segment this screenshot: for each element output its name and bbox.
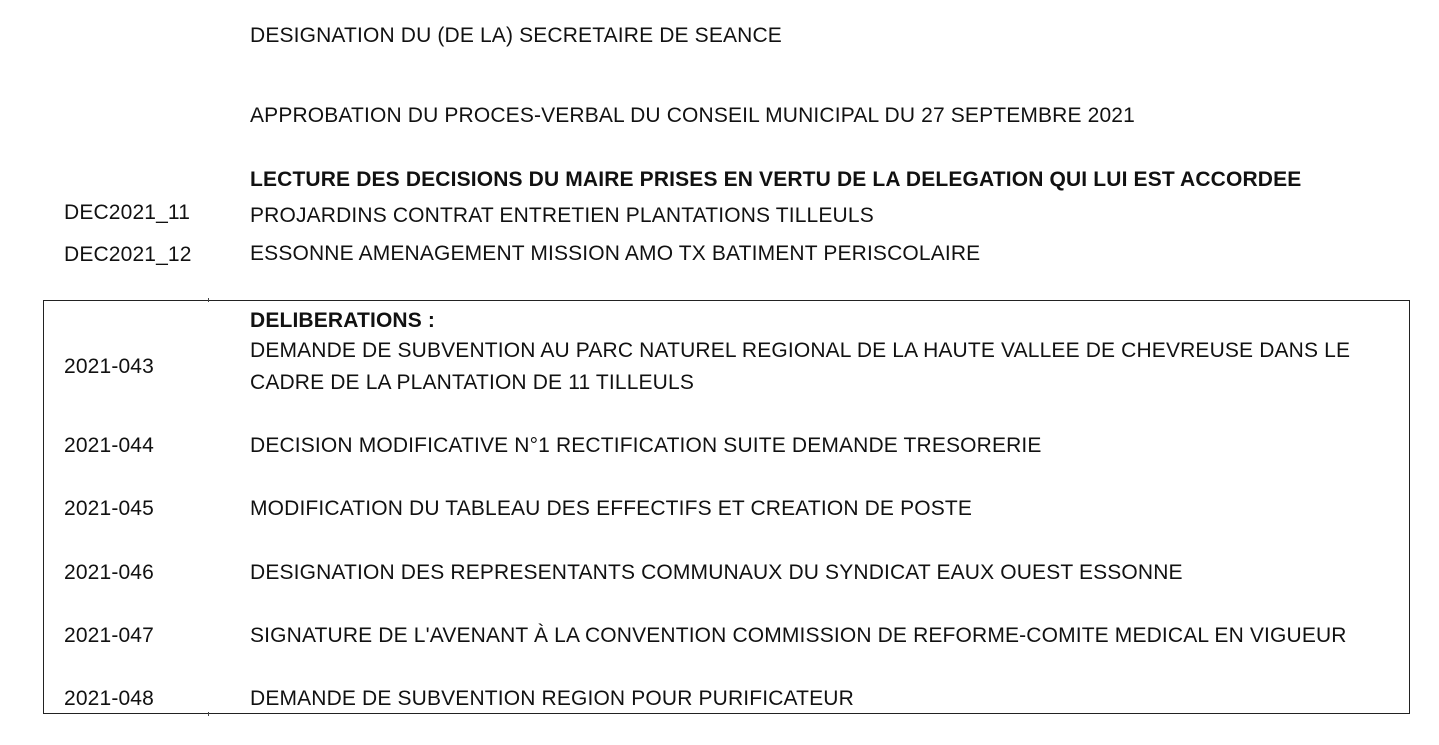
deliberation-code: 2021-043 (64, 355, 154, 378)
deliberation-code: 2021-045 (64, 497, 154, 520)
decision-text: PROJARDINS CONTRAT ENTRETIEN PLANTATIONS TILLEULS (250, 204, 874, 227)
deliberations-heading: DELIBERATIONS : (250, 309, 436, 332)
deliberation-code: 2021-048 (64, 687, 154, 710)
deliberation-code: 2021-046 (64, 561, 154, 584)
agenda-item-minutes-approval: APPROBATION DU PROCES-VERBAL DU CONSEIL MUNICIPAL DU 27 SEPTEMBRE 2021 (250, 104, 1135, 127)
deliberation-text-continued: CADRE DE LA PLANTATION DE 11 TILLEULS (250, 371, 694, 394)
deliberation-text: DEMANDE DE SUBVENTION REGION POUR PURIFICATEUR (250, 687, 854, 710)
deliberation-text: MODIFICATION DU TABLEAU DES EFFECTIFS ET CREATION DE POSTE (250, 497, 973, 520)
deliberation-text: DECISION MODIFICATIVE N°1 RECTIFICATION SUITE DEMANDE TRESORERIE (250, 434, 1042, 457)
table-column-tick (208, 712, 209, 716)
deliberation-text: SIGNATURE DE L'AVENANT À LA CONVENTION COMMISSION DE REFORME-COMITE MEDICAL EN VIGUEUR (250, 624, 1347, 647)
deliberation-text: DEMANDE DE SUBVENTION AU PARC NATUREL REGIONAL DE LA HAUTE VALLEE DE CHEVREUSE DANS LE (250, 339, 1351, 362)
agenda-item-secretary: DESIGNATION DU (DE LA) SECRETAIRE DE SEANCE (250, 24, 782, 47)
deliberation-text: DESIGNATION DES REPRESENTANTS COMMUNAUX DU SYNDICAT EAUX OUEST ESSONNE (250, 561, 1183, 584)
table-column-tick (208, 298, 209, 302)
decision-text: ESSONNE AMENAGEMENT MISSION AMO TX BATIMENT PERISCOLAIRE (250, 242, 981, 265)
deliberation-code: 2021-044 (64, 434, 154, 457)
deliberation-code: 2021-047 (64, 624, 154, 647)
decision-code: DEC2021_11 (64, 201, 191, 224)
decision-code: DEC2021_12 (64, 243, 192, 266)
decisions-heading: LECTURE DES DECISIONS DU MAIRE PRISES EN VERTU DE LA DELEGATION QUI LUI EST ACCORDEE (250, 168, 1302, 191)
